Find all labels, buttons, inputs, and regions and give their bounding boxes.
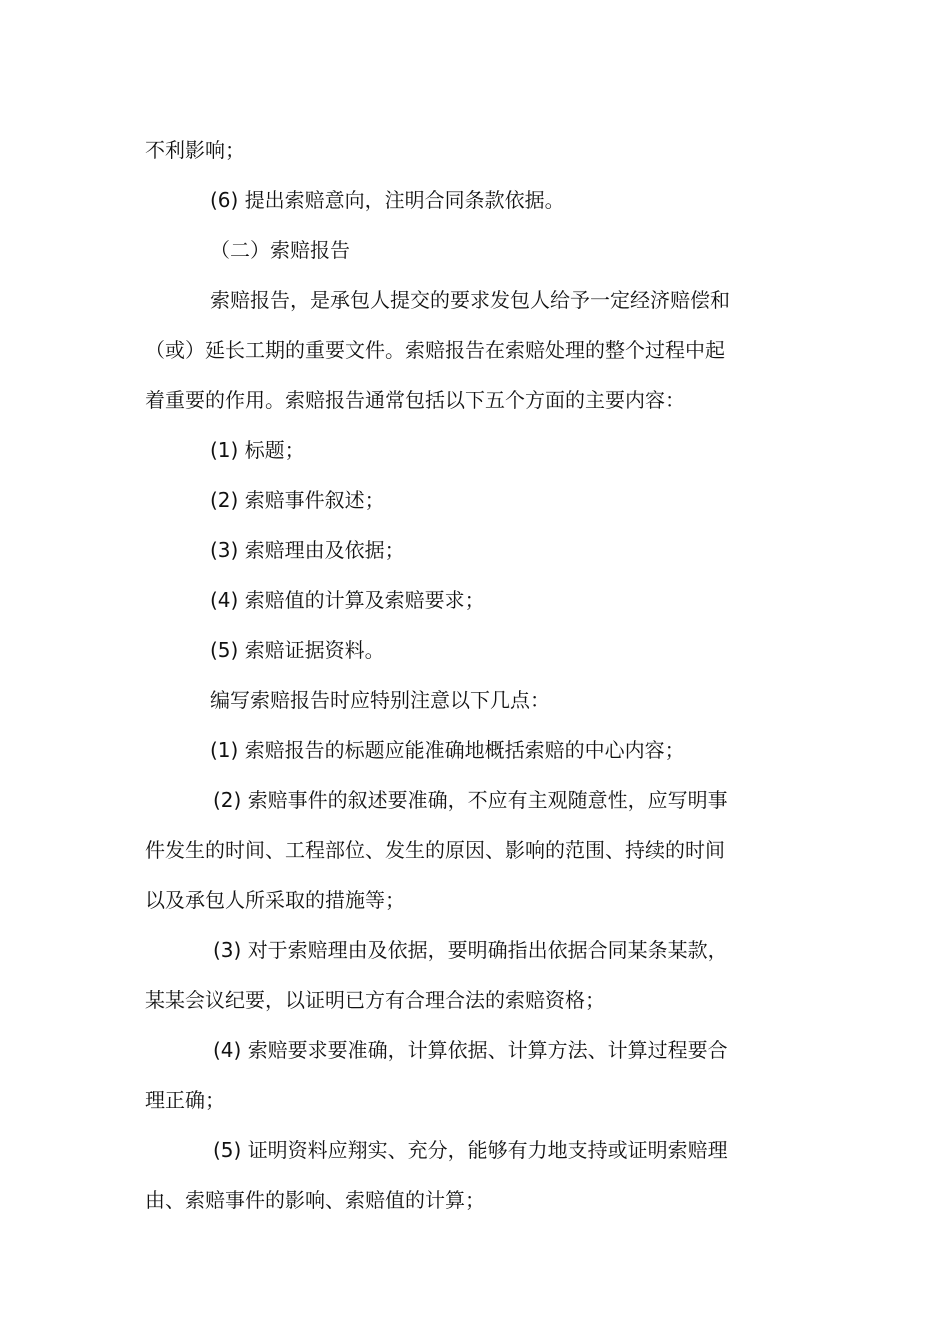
paragraph-line: 以及承包人所采取的措施等； [145, 888, 405, 912]
section-heading: （二）索赔报告 [210, 238, 350, 262]
paragraph-line: 索赔报告，是承包人提交的要求发包人给予一定经济赔偿和 [210, 288, 730, 312]
list-item: (1) 索赔报告的标题应能准确地概括索赔的中心内容； [210, 738, 685, 762]
paragraph-line: 不利影响； [145, 138, 245, 162]
list-item: (4) 索赔值的计算及索赔要求； [210, 588, 485, 612]
list-item: (3) 索赔理由及依据； [210, 538, 405, 562]
list-item: (2) 索赔事件叙述； [210, 488, 385, 512]
paragraph-line: （或）延长工期的重要文件。索赔报告在索赔处理的整个过程中起 [145, 338, 725, 362]
list-item: (5) 证明资料应翔实、充分，能够有力地支持或证明索赔理 [213, 1138, 728, 1162]
list-item: (5) 索赔证据资料。 [210, 638, 385, 662]
paragraph-line: 某某会议纪要，以证明已方有合理合法的索赔资格； [145, 988, 605, 1012]
paragraph-line: 件发生的时间、工程部位、发生的原因、影响的范围、持续的时间 [145, 838, 725, 862]
list-item: (6) 提出索赔意向，注明合同条款依据。 [210, 188, 565, 212]
paragraph-line: 理正确； [145, 1088, 225, 1112]
paragraph-line: 编写索赔报告时应特别注意以下几点： [210, 688, 550, 712]
paragraph-line: 由、索赔事件的影响、索赔值的计算； [145, 1188, 485, 1212]
list-item: (4) 索赔要求要准确，计算依据、计算方法、计算过程要合 [213, 1038, 728, 1062]
list-item: (1) 标题； [210, 438, 305, 462]
list-item: (3) 对于索赔理由及依据，要明确指出依据合同某条某款， [213, 938, 728, 962]
paragraph-line: 着重要的作用。索赔报告通常包括以下五个方面的主要内容： [145, 388, 685, 412]
list-item: (2) 索赔事件的叙述要准确，不应有主观随意性，应写明事 [213, 788, 728, 812]
